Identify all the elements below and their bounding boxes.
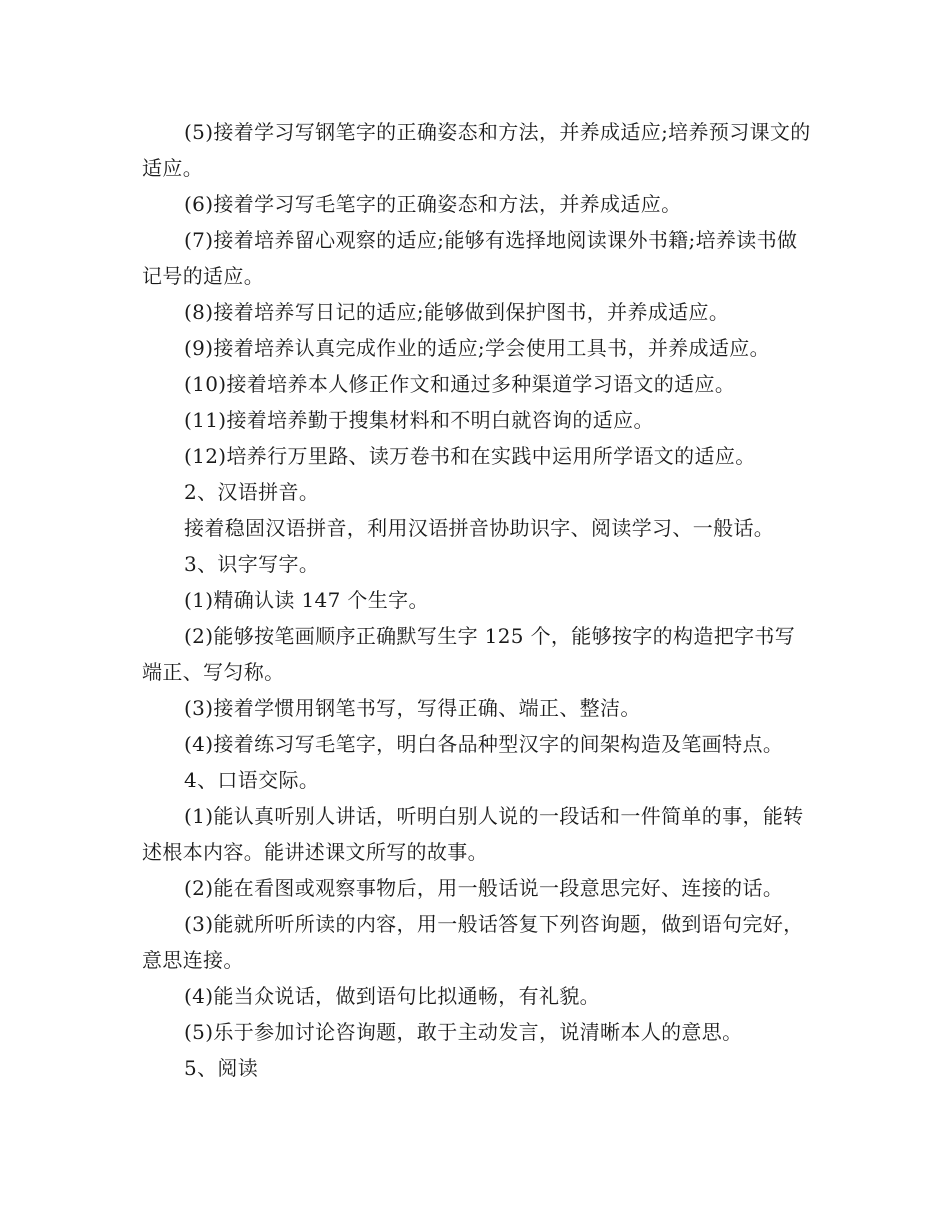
paragraph: (4)接着练习写毛笔字，明白各品种型汉字的间架构造及笔画特点。 [184, 732, 784, 756]
document-body [142, 114, 812, 1086]
paragraph: (5)乐于参加讨论咨询题，敢于主动发言，说清晰本人的意思。 [184, 1020, 743, 1044]
section-heading: 2、汉语拼音。 [184, 480, 320, 504]
paragraph: (7)接着培养留心观察的适应;能够有选择地阅读课外书籍;培养读书做记号的适应。 [142, 228, 798, 288]
paragraph: 接着稳固汉语拼音，利用汉语拼音协助识字、阅读学习、一般话。 [184, 516, 775, 540]
paragraph: (11)接着培养勤于搜集材料和不明白就咨询的适应。 [184, 408, 654, 432]
paragraph: (3)能就所听所读的内容，用一般话答复下列咨询题，做到语句完好，意思连接。 [142, 912, 804, 972]
paragraph: (3)接着学惯用钢笔书写，写得正确、端正、整洁。 [184, 696, 641, 720]
paragraph: (2)能够按笔画顺序正确默写生字 125 个，能够按字的构造把字书写端正、写匀称。 [142, 624, 796, 684]
paragraph: (5)接着学习写钢笔字的正确姿态和方法，并养成适应;培养预习课文的适应。 [142, 120, 811, 180]
paragraph: (12)培养行万里路、读万卷书和在实践中运用所学语文的适应。 [184, 444, 756, 468]
paragraph: (1)精确认读 147 个生字。 [184, 588, 429, 612]
section-heading: 5、阅读 [184, 1056, 259, 1080]
paragraph: (1)能认真听别人讲话，听明白别人说的一段话和一件简单的事，能转述根本内容。能讲述课文所写的故事。 [142, 804, 804, 864]
paragraph: (10)接着培养本人修正作文和通过多种渠道学习语文的适应。 [184, 372, 736, 396]
section-heading: 3、识字写字。 [184, 552, 320, 576]
paragraph: (4)能当众说话，做到语句比拟通畅，有礼貌。 [184, 984, 601, 1008]
paragraph: (8)接着培养写日记的适应;能够做到保护图书，并养成适应。 [184, 300, 730, 324]
section-heading: 4、口语交际。 [184, 768, 320, 792]
paragraph: (9)接着培养认真完成作业的适应;学会使用工具书，并养成适应。 [184, 336, 770, 360]
paragraph: (6)接着学习写毛笔字的正确姿态和方法，并养成适应。 [184, 192, 682, 216]
paragraph: (2)能在看图或观察事物后，用一般话说一段意思完好、连接的话。 [184, 876, 784, 900]
